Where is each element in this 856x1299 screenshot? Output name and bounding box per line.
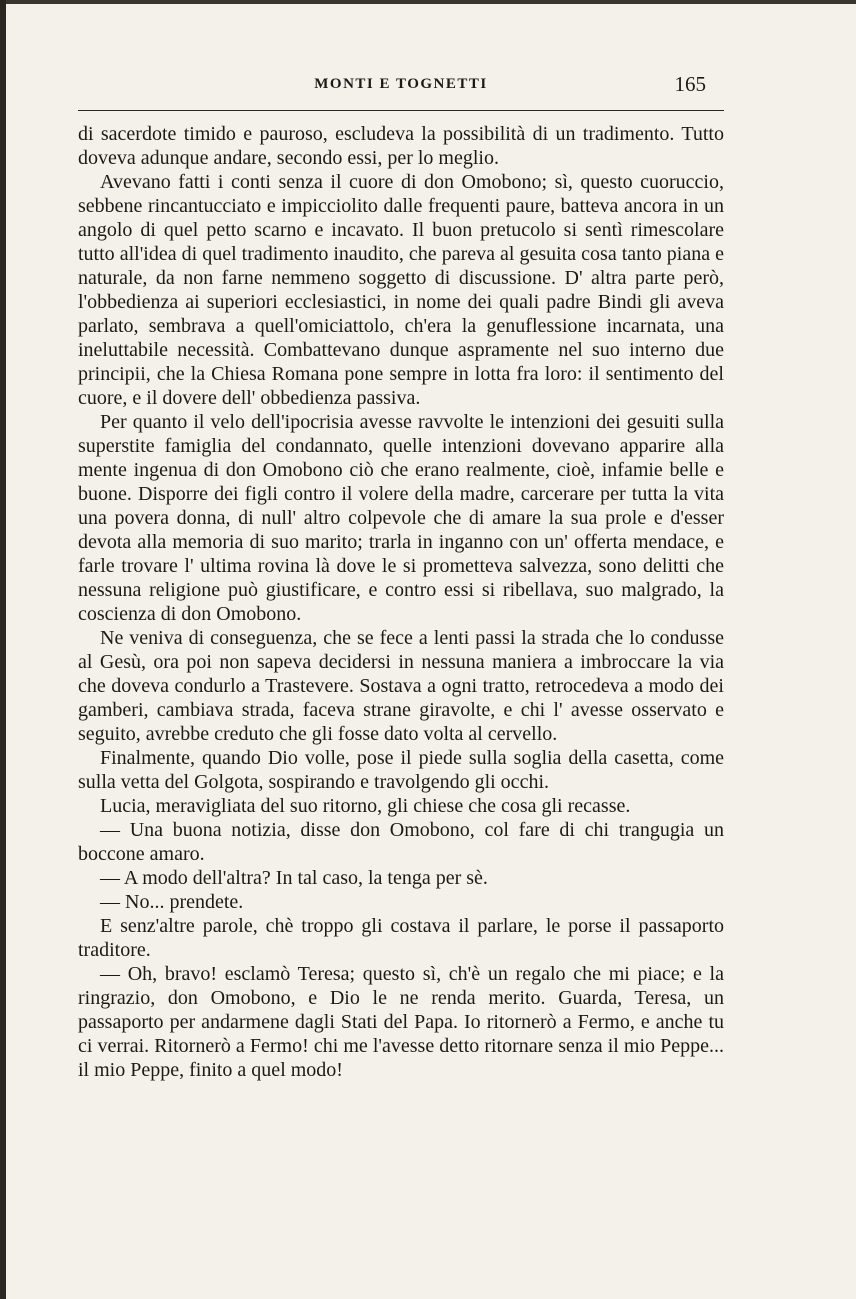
paragraph: Per quanto il velo dell'ipocrisia avesse ravvolte le intenzioni dei gesuiti sulla superstite famiglia del condannato, quelle intenzioni dovevano apparire alla mente ingenua di don Omobono ciò che erano realmente, cioè, infamie belle e buone. Disporre dei figli contro il volere della madre, carcerare per tutta la vita una povera donna, di null' altro colpevole che di amare la sua prole e d'esser devota alla memoria di suo marito; trarla in inganno con un' offerta mendace, e farle trovare l' ultima rovina là dove le si prometteva salvezza, sono delitti che nessuna religione può giustificare, e contro essi si ribellava, suo malgrado, la coscienza di don Omobono. xyxy=(78,411,724,625)
paragraph: Finalmente, quando Dio volle, pose il piede sulla soglia della casetta, come sulla vetta del Golgota, sospirando e travolgendo gli occhi. xyxy=(78,747,724,793)
page-left-edge xyxy=(0,0,6,1299)
page-header xyxy=(78,70,724,100)
dialogue-line: — No... prendete. xyxy=(100,891,244,913)
paragraph: Lucia, meravigliata del suo ritorno, gli chiese che cosa gli recasse. xyxy=(100,795,631,817)
dialogue-line: — A modo dell'altra? In tal caso, la tenga per sè. xyxy=(100,867,488,889)
dialogue-line: — Una buona notizia, disse don Omobono, col fare di chi trangugia un boccone amaro. xyxy=(78,819,724,865)
page-top-edge xyxy=(0,0,856,4)
paragraph: Ne veniva di conseguenza, che se fece a lenti passi la strada che lo condusse al Gesù, ora poi non sapeva decidersi in nessuna maniera a imbroccare la via che doveva condurlo a Trastevere. Sostava a ogni tratto, retrocedeva a modo dei gamberi, cambiava strada, faceva strane giravolte, e chi l' avesse osservato e seguito, avrebbe creduto che gli fosse dato volta al cervello. xyxy=(78,627,724,745)
paragraph: Avevano fatti i conti senza il cuore di don Omobono; sì, questo cuoruccio, sebbene rincantucciato e impicciolito dalle frequenti paure, batteva ancora in un angolo di quel petto scarno e incavato. Il buon pretucolo si sentì rimescolare tutto all'idea di quel tradimento inaudito, che pareva al gesuita cosa tanto piana e naturale, da non farne nemmeno soggetto di discussione. D' altra parte però, l'obbedienza ai superiori ecclesiastici, in nome dei quali padre Bindi gli aveva parlato, sembrava a quell'omiciattolo, ch'era la genuflessione incarnata, una ineluttabile necessità. Combattevano dunque aspramente nel suo interno due principii, che la Chiesa Romana pone sempre in lotta fra loro: il sentimento del cuore, e il dovere dell' obbedienza passiva. xyxy=(78,171,724,409)
paragraph: E senz'altre parole, chè troppo gli costava il parlare, le porse il passaporto traditore. xyxy=(78,915,724,961)
paragraph: di sacerdote timido e pauroso, escludeva la possibilità di un tradimento. Tutto doveva adunque andare, secondo essi, per lo meglio. xyxy=(78,123,724,169)
body-text xyxy=(78,122,724,1082)
header-rule xyxy=(78,110,724,111)
page-number: 165 xyxy=(674,72,706,96)
running-head: MONTI E TOGNETTI xyxy=(314,76,488,92)
dialogue-line: — Oh, bravo! esclamò Teresa; questo sì, ch'è un regalo che mi piace; e la ringrazio, don Omobono, e Dio le ne renda merito. Guarda, Teresa, un passaporto per andarmene dagli Stati del Papa. Io ritornerò a Fermo, e anche tu ci verrai. Ritornerò a Fermo! chi me l'avesse detto ritornare senza il mio Peppe... il mio Peppe, finito a quel modo! xyxy=(78,963,724,1081)
